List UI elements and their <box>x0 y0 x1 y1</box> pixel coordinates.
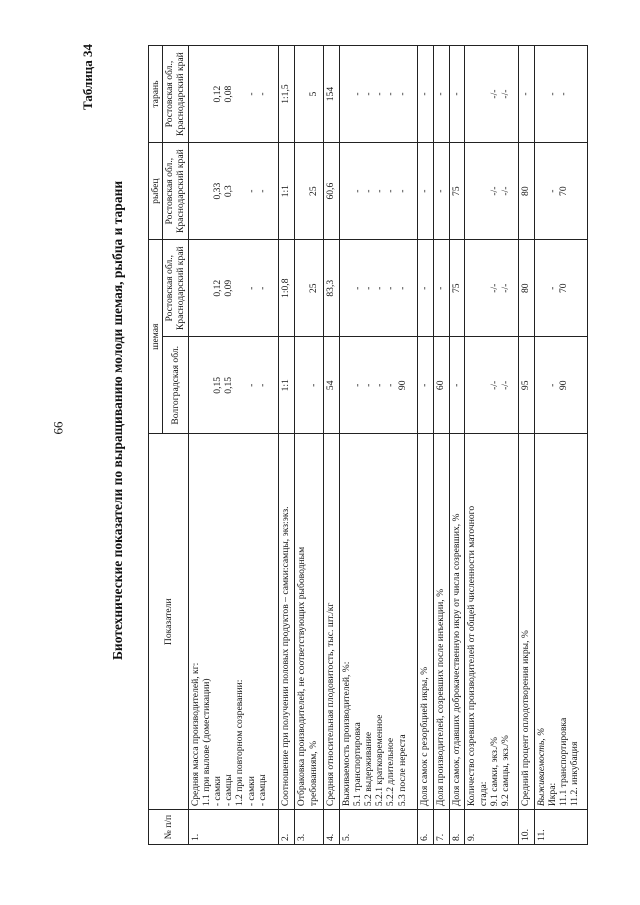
table-row <box>323 46 339 845</box>
value-cell <box>339 143 417 240</box>
value: - <box>374 383 386 387</box>
row-number: 4. <box>323 810 339 845</box>
value: - <box>385 286 397 290</box>
value <box>296 243 307 333</box>
value: -/- <box>488 186 500 196</box>
value: - <box>362 92 374 96</box>
value-cell <box>339 46 417 143</box>
row-number: 9. <box>465 810 518 845</box>
value: -/- <box>488 89 500 99</box>
value: - <box>546 92 558 96</box>
value <box>190 146 201 236</box>
value: - <box>351 92 363 96</box>
value <box>478 49 489 139</box>
value: - <box>385 383 397 387</box>
value: 154 <box>324 86 336 102</box>
value <box>201 146 212 236</box>
value: - <box>256 383 268 387</box>
value <box>466 49 477 139</box>
value: - <box>245 286 257 290</box>
value: 90 <box>396 380 408 391</box>
value <box>478 340 489 430</box>
value: - <box>557 92 569 96</box>
row-number: 3. <box>295 810 323 845</box>
value: - <box>385 189 397 193</box>
value: - <box>245 189 257 193</box>
value: 0,15 <box>223 376 235 394</box>
value-cell <box>518 46 534 143</box>
value: 0,33 <box>212 182 224 200</box>
value <box>466 340 477 430</box>
table-row <box>188 46 279 845</box>
rotated-table-container <box>148 45 588 845</box>
row-indicator-line: 1.2 при повторном созревании: <box>234 679 246 807</box>
value <box>466 243 477 333</box>
row-indicator-line: требованиям, % <box>307 740 319 807</box>
row-indicator-line: Средний процент оплодотворения икры, % <box>519 630 531 807</box>
value <box>201 243 212 333</box>
value-cell <box>188 46 279 143</box>
value <box>190 340 201 430</box>
row-indicator-line: Количество созревших производителей от общей численности маточного <box>466 505 478 807</box>
table-row <box>279 46 295 845</box>
value-cell <box>323 143 339 240</box>
value <box>341 340 352 430</box>
value-cell <box>449 337 465 434</box>
page-number: 66 <box>50 421 66 435</box>
header-group-shemaya: шемая <box>149 240 163 434</box>
value <box>296 49 307 139</box>
value: 70 <box>557 283 569 294</box>
value-cell <box>465 337 518 434</box>
row-indicator-line: Икра: <box>546 782 558 807</box>
value <box>234 340 245 430</box>
value: - <box>434 189 446 193</box>
value-cell <box>534 337 587 434</box>
value: 0,12 <box>212 279 224 297</box>
row-number: 6. <box>417 810 433 845</box>
value: -/- <box>488 380 500 390</box>
value: - <box>396 92 408 96</box>
row-number: 11. <box>534 810 587 845</box>
value: - <box>418 383 430 387</box>
value: - <box>450 92 462 96</box>
value: 80 <box>519 186 531 196</box>
row-indicator <box>433 434 449 810</box>
row-indicator-line: 11.1 транспортировка <box>557 717 569 807</box>
value: - <box>374 189 386 193</box>
value: 0,15 <box>212 376 224 394</box>
value-cell <box>339 240 417 337</box>
table-label: Таблица 34 <box>80 43 95 110</box>
row-indicator <box>295 434 323 810</box>
row-indicator-line: Доля производителей, созревших после инъекции, % <box>434 588 446 807</box>
value <box>536 340 547 430</box>
value: 0,08 <box>223 85 235 103</box>
value-cell <box>433 337 449 434</box>
value: 95 <box>519 380 531 391</box>
value <box>478 146 489 236</box>
value: 80 <box>519 283 531 294</box>
value: -/- <box>500 89 511 99</box>
value: - <box>245 383 257 387</box>
value-cell <box>417 337 433 434</box>
value: 0,3 <box>223 185 235 198</box>
row-indicator-line: 5.2 выдерживание <box>362 731 374 807</box>
row-indicator-line: 1.1 при вылове (доместикации) <box>200 678 212 807</box>
value: - <box>351 189 363 193</box>
value: -/- <box>500 380 511 390</box>
header-region: Ростовская обл., Краснодарский край <box>163 46 188 143</box>
value <box>536 146 547 236</box>
value: 60 <box>434 380 446 391</box>
value-cell <box>534 46 587 143</box>
value-cell <box>534 240 587 337</box>
row-indicator <box>518 434 534 810</box>
value: - <box>418 189 430 193</box>
value: 1:1 <box>280 379 292 392</box>
value-cell <box>279 240 295 337</box>
value-cell <box>279 46 295 143</box>
row-indicator <box>188 434 279 810</box>
row-indicator-line: 9.2 самцы, экз./% <box>500 735 511 807</box>
row-indicator <box>534 434 587 810</box>
table-body <box>188 46 587 845</box>
value-cell <box>339 337 417 434</box>
value <box>234 243 245 333</box>
row-number: 5. <box>339 810 417 845</box>
value <box>296 146 307 236</box>
table-row <box>295 46 323 845</box>
value <box>536 243 547 333</box>
table-title: Биотехнические показатели по выращиванию молоди шемая, рыбца и тарани <box>110 180 125 660</box>
header-region: Ростовская обл., Краснодарский край <box>163 143 188 240</box>
value <box>190 243 201 333</box>
row-indicator-line: 5.2.1 кратковременное <box>374 714 386 807</box>
value-cell <box>188 143 279 240</box>
value: - <box>374 286 386 290</box>
row-indicator <box>339 434 417 810</box>
value: 70 <box>557 186 569 196</box>
row-indicator-line: Отбраковка производителей, не соответствующих рыбоводным <box>296 546 308 807</box>
row-indicator-line: 5.1 транспортировка <box>351 722 363 807</box>
value <box>190 49 201 139</box>
value-cell <box>417 46 433 143</box>
header-group-rybets: рыбец <box>149 143 163 240</box>
value: - <box>256 286 268 290</box>
table-row <box>534 46 587 845</box>
value: - <box>519 92 531 96</box>
value: - <box>434 92 446 96</box>
value: -/- <box>488 283 500 293</box>
value-cell <box>534 143 587 240</box>
row-indicator-line: - самцы <box>223 774 235 807</box>
row-indicator-line: Соотношение при получении половых продуктов – самки:самцы, экз:экз. <box>280 506 292 807</box>
value: - <box>396 189 408 193</box>
value: 1:1 <box>280 185 292 198</box>
value-cell <box>518 337 534 434</box>
value <box>478 243 489 333</box>
row-indicator-line: Доля самок, отдавших доброкачественную икру от числа созревших, % <box>450 513 462 807</box>
value-cell <box>279 143 295 240</box>
value: - <box>546 286 558 290</box>
value-cell <box>449 143 465 240</box>
value-cell <box>279 337 295 434</box>
value: - <box>385 92 397 96</box>
value <box>296 340 307 430</box>
value-cell <box>188 337 279 434</box>
table-row <box>417 46 433 845</box>
row-indicator <box>279 434 295 810</box>
value-cell <box>188 240 279 337</box>
value-cell <box>449 46 465 143</box>
value: - <box>418 92 430 96</box>
value: - <box>351 383 363 387</box>
value: 75 <box>450 186 462 196</box>
value: - <box>351 286 363 290</box>
table-row <box>449 46 465 845</box>
value-cell <box>518 240 534 337</box>
row-indicator-line: - самцы <box>256 774 268 807</box>
value-cell <box>323 240 339 337</box>
row-number: 8. <box>449 810 465 845</box>
row-indicator-line: стада: <box>477 781 489 807</box>
value: 0,09 <box>223 279 235 297</box>
value <box>201 340 212 430</box>
row-indicator-line: Выживаемость производителей, %: <box>340 661 352 807</box>
value: - <box>374 92 386 96</box>
value: - <box>362 383 374 387</box>
row-number: 1. <box>188 810 279 845</box>
row-indicator-line: 5.3 после нереста <box>396 734 408 807</box>
value: - <box>450 383 462 387</box>
value: 90 <box>557 380 569 391</box>
table-row <box>433 46 449 845</box>
row-number: 7. <box>433 810 449 845</box>
value: - <box>546 189 558 193</box>
value-cell <box>417 240 433 337</box>
value-cell <box>465 143 518 240</box>
value-cell <box>295 143 323 240</box>
row-indicator-line: 9.1 самки, экз./% <box>488 736 500 807</box>
value: - <box>396 286 408 290</box>
table-row <box>518 46 534 845</box>
row-number: 2. <box>279 810 295 845</box>
value-cell <box>295 240 323 337</box>
value-cell <box>433 143 449 240</box>
value-cell <box>295 337 323 434</box>
value: 1:1,5 <box>280 84 292 104</box>
value: - <box>434 286 446 290</box>
header-name: Показатели <box>149 434 189 810</box>
row-indicator-line: Средняя относительная плодовитость, тыс. шт./кг <box>324 602 336 807</box>
value: -/- <box>500 283 511 293</box>
value-cell <box>323 46 339 143</box>
table-row <box>465 46 518 845</box>
header-region: Ростовская обл., Краснодарский край <box>163 240 188 337</box>
data-table <box>148 45 588 845</box>
value-cell <box>433 240 449 337</box>
value: - <box>256 92 268 96</box>
header-num: № п/п <box>149 810 189 845</box>
row-indicator-line: 5.2.2 длительное <box>385 737 397 807</box>
value <box>341 49 352 139</box>
row-side-label: Выживаемость, % <box>535 727 547 807</box>
value-cell <box>518 143 534 240</box>
value: - <box>245 92 257 96</box>
value-cell <box>465 46 518 143</box>
value <box>234 49 245 139</box>
row-indicator <box>449 434 465 810</box>
header-group-taran: тарань <box>149 46 163 143</box>
header-region: Волгоградская обл. <box>163 337 188 434</box>
value: - <box>362 286 374 290</box>
value-cell <box>295 46 323 143</box>
value: - <box>418 286 430 290</box>
value <box>466 146 477 236</box>
value: 75 <box>450 283 462 294</box>
row-number: 10. <box>518 810 534 845</box>
value: 83,3 <box>324 279 336 297</box>
row-indicator-line: - самки <box>212 776 224 807</box>
row-indicator-line: Средняя масса производителей, кг: <box>189 662 201 807</box>
value: 0,12 <box>212 85 224 103</box>
row-indicator-line: Доля самок с резорбцией икры, % <box>418 666 430 807</box>
value: 60,6 <box>324 182 336 200</box>
value: - <box>362 189 374 193</box>
value <box>341 146 352 236</box>
value-cell <box>449 240 465 337</box>
value: - <box>256 189 268 193</box>
value-cell <box>323 337 339 434</box>
row-indicator <box>323 434 339 810</box>
value: 25 <box>307 283 319 294</box>
value: 1:0,8 <box>280 278 292 298</box>
value: - <box>307 383 319 387</box>
value-cell <box>417 143 433 240</box>
value: 25 <box>307 186 319 196</box>
value: 54 <box>324 380 336 391</box>
value <box>341 243 352 333</box>
value-cell <box>433 46 449 143</box>
value: 5 <box>307 91 319 97</box>
value <box>201 49 212 139</box>
row-indicator <box>417 434 433 810</box>
value: - <box>546 383 558 387</box>
value <box>234 146 245 236</box>
value <box>536 49 547 139</box>
row-indicator-line: - самки <box>245 776 257 807</box>
value-cell <box>465 240 518 337</box>
row-indicator-line: 11.2. инкубация <box>569 741 581 807</box>
row-indicator <box>465 434 518 810</box>
table-row <box>339 46 417 845</box>
value: -/- <box>500 186 511 196</box>
